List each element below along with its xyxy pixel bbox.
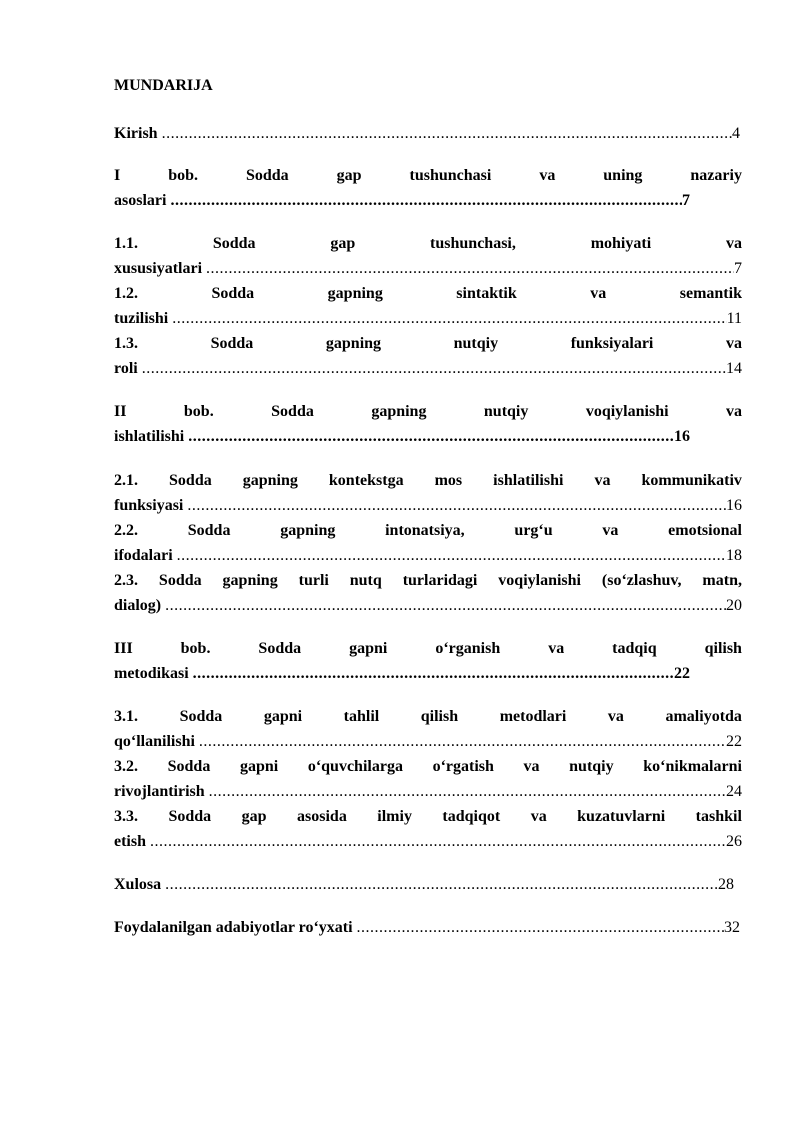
- toc-entry-word: mohiyati: [590, 235, 652, 252]
- toc-entry-word: (so‘zlashuv,: [601, 572, 682, 589]
- toc-leader-dots: [142, 356, 726, 381]
- toc-entry-label: Kirish: [114, 125, 158, 142]
- toc-leader-dots: [150, 829, 726, 854]
- toc-entry[interactable]: [114, 468, 742, 518]
- toc-page-number: 7: [734, 260, 742, 277]
- toc-leader-dots: [188, 424, 674, 449]
- toc-entry-word: 3.2.: [114, 758, 138, 775]
- toc-entry-label: Xulosa: [114, 876, 162, 893]
- toc-page-number: 14: [726, 360, 742, 377]
- toc-entry-label: funksiyasi: [114, 497, 184, 514]
- toc-leader-dots: [165, 872, 718, 897]
- toc-entry-word: Sodda: [187, 522, 231, 539]
- toc-entry-word: va: [530, 808, 547, 825]
- toc-entry-word: matn,: [702, 572, 742, 589]
- toc-entry-word: 1.1.: [114, 235, 138, 252]
- toc-entry-word: Sodda: [245, 167, 289, 184]
- toc-entry-word: gapning: [371, 403, 427, 420]
- toc-entry-word: kommunikativ: [641, 472, 742, 489]
- toc-entry-word: bob.: [183, 403, 214, 420]
- toc-entry-word: Sodda: [271, 403, 314, 420]
- toc-leader-dots: [162, 121, 732, 146]
- toc-entry-word: Sodda: [212, 235, 256, 252]
- toc-entry-label: roli: [114, 360, 138, 377]
- toc-entry-word: gap: [336, 167, 362, 184]
- toc-leader-dots: [187, 493, 726, 518]
- toc-entry-heading: [114, 468, 742, 493]
- toc-page-number: 16: [726, 497, 742, 514]
- toc-entry-label: xususiyatlari: [114, 260, 203, 277]
- toc-entry-word: o‘rgatish: [432, 758, 494, 775]
- toc-leader-dots: [170, 188, 682, 213]
- toc-entry-word: bob.: [180, 640, 211, 657]
- toc-entry-word: va: [725, 235, 742, 252]
- toc-entry[interactable]: [114, 704, 742, 754]
- toc-entry-word: 2.1.: [114, 472, 138, 489]
- toc-entry-word: nutqiy: [453, 335, 499, 352]
- toc-entry-word: gapni: [263, 708, 303, 725]
- toc-entry-word: gapni: [239, 758, 279, 775]
- toc-entry-heading: [114, 518, 742, 543]
- toc-entry-word: Sodda: [210, 335, 254, 352]
- toc-entry-word: ishlatilishi: [493, 472, 564, 489]
- toc-leader-dots: [177, 543, 726, 568]
- toc-entry-heading: [114, 804, 742, 829]
- toc-entry[interactable]: [114, 636, 742, 686]
- toc-entry-word: tahlil: [343, 708, 380, 725]
- toc-entry-label: Foydalanilgan adabiyotlar ro‘yxati: [114, 919, 353, 936]
- toc-entry-word: voqiylanishi: [498, 572, 581, 589]
- toc-entry-word: 1.2.: [114, 285, 138, 302]
- toc-entry-heading: [114, 704, 742, 729]
- toc-entry-word: va: [594, 472, 611, 489]
- toc-entry-word: bob.: [168, 167, 198, 184]
- toc-entry-word: nutqiy: [483, 403, 529, 420]
- toc-entry-word: tushunchasi: [409, 167, 492, 184]
- toc-entry-word: va: [539, 167, 556, 184]
- toc-page-number: 4: [732, 125, 740, 142]
- toc-entry-word: mos: [434, 472, 463, 489]
- toc-entry-word: nutq: [349, 572, 382, 589]
- toc-entry-label: tuzilishi: [114, 310, 169, 327]
- toc-entry-word: gapni: [349, 640, 388, 657]
- toc-page-number: 26: [726, 833, 742, 850]
- toc-entry-word: tadqiqot: [442, 808, 501, 825]
- toc-entry-word: 3.3.: [114, 808, 138, 825]
- toc-entry-label: metodikasi: [114, 665, 189, 682]
- toc-entry-label: ishlatilishi: [114, 428, 185, 445]
- toc-entry[interactable]: [114, 163, 742, 213]
- toc-entry-label: qo‘llanilishi: [114, 733, 195, 750]
- toc-entry-word: va: [523, 758, 540, 775]
- toc-entry-heading: [114, 568, 742, 593]
- toc-entry-word: sintaktik: [456, 285, 517, 302]
- toc-entry-word: va: [725, 403, 742, 420]
- toc-entry-word: 3.1.: [114, 708, 138, 725]
- toc-entry-word: ko‘nikmalarni: [643, 758, 742, 775]
- toc-entry-word: turlaridagi: [402, 572, 478, 589]
- toc-entry-heading: [114, 399, 742, 424]
- toc-entry-word: semantik: [679, 285, 742, 302]
- toc-entry-word: urg‘u: [514, 522, 553, 539]
- toc-entry[interactable]: [114, 872, 742, 897]
- toc-entry-word: gapning: [242, 472, 298, 489]
- toc-leader-dots: [199, 729, 726, 754]
- toc-entry[interactable]: [114, 915, 742, 940]
- toc-entry-word: II: [114, 403, 127, 420]
- toc-entry-label: dialog): [114, 597, 162, 614]
- toc-entry-word: va: [548, 640, 565, 657]
- toc-entry-word: nutqiy: [569, 758, 614, 775]
- toc-entry-heading: [114, 281, 742, 306]
- toc-entry-word: kuzatuvlarni: [577, 808, 666, 825]
- toc-entry-word: emotsional: [668, 522, 742, 539]
- toc-entry[interactable]: [114, 568, 742, 618]
- toc-entry-word: Sodda: [169, 472, 212, 489]
- toc-entry-word: 2.3.: [114, 572, 138, 589]
- toc-entry-word: gapning: [222, 572, 278, 589]
- toc-entry-word: o‘rganish: [435, 640, 501, 657]
- toc-leader-dots: [209, 779, 726, 804]
- toc-page-number: 22: [726, 733, 742, 750]
- toc-entry-word: Sodda: [168, 808, 212, 825]
- toc-entry-heading: [114, 754, 742, 779]
- toc-entry-word: tashkil: [695, 808, 742, 825]
- toc-entry-word: Sodda: [179, 708, 223, 725]
- toc-entry-word: amaliyotda: [665, 708, 742, 725]
- toc-entry-word: gapning: [280, 522, 336, 539]
- toc-entry-word: va: [590, 285, 607, 302]
- toc-entry-label: asoslari: [114, 192, 167, 209]
- toc-page-number: 18: [726, 547, 742, 564]
- toc-entry-word: qilish: [704, 640, 742, 657]
- toc-entry-word: gap: [241, 808, 267, 825]
- toc-entry-word: 1.3.: [114, 335, 138, 352]
- toc-entry-word: Sodda: [258, 640, 302, 657]
- toc-entry[interactable]: [114, 121, 742, 146]
- toc-entry-heading: [114, 331, 742, 356]
- toc-entry[interactable]: [114, 399, 742, 449]
- toc-page-number: 22: [674, 665, 690, 682]
- toc-entry-word: gapning: [327, 285, 383, 302]
- toc-entry-word: va: [607, 708, 624, 725]
- toc-entry[interactable]: [114, 281, 742, 331]
- toc-page-number: 24: [726, 783, 742, 800]
- toc-entry-label: rivojlantirish: [114, 783, 205, 800]
- toc-entry-word: Sodda: [167, 758, 211, 775]
- toc-page-number: 32: [724, 919, 740, 936]
- toc-entry-word: 2.2.: [114, 522, 138, 539]
- toc-entry-word: Sodda: [211, 285, 255, 302]
- toc-leader-dots: [193, 661, 674, 686]
- toc-entry-word: intonatsiya,: [385, 522, 465, 539]
- toc-page-number: 7: [682, 192, 690, 209]
- toc-leader-dots: [357, 915, 724, 940]
- toc-entry-word: gapning: [325, 335, 382, 352]
- toc-entry-heading: [114, 231, 742, 256]
- toc-entry-word: I: [114, 167, 121, 184]
- toc-entry[interactable]: [114, 231, 742, 281]
- toc-entry-heading: [114, 636, 742, 661]
- toc-entry[interactable]: [114, 518, 742, 568]
- toc-entry-word: va: [602, 522, 619, 539]
- toc-entry-word: tadqiq: [612, 640, 657, 657]
- toc-entry[interactable]: [114, 331, 742, 381]
- toc-entry-word: Sodda: [158, 572, 202, 589]
- page-title: MUNDARIJA: [114, 77, 213, 94]
- toc-entry-word: o‘quvchilarga: [307, 758, 403, 775]
- toc-entry[interactable]: [114, 804, 742, 854]
- toc-entry-word: kontekstga: [328, 472, 404, 489]
- toc-entry-word: uning: [603, 167, 643, 184]
- toc-entry[interactable]: [114, 754, 742, 804]
- toc-page-number: 20: [726, 597, 742, 614]
- toc-entry-word: III: [114, 640, 133, 657]
- toc-entry-label: ifodalari: [114, 547, 173, 564]
- toc-entry-label: etish: [114, 833, 146, 850]
- toc-entry-word: voqiylanishi: [585, 403, 669, 420]
- toc-page-number: 16: [674, 428, 690, 445]
- toc-entry-heading: [114, 163, 742, 188]
- toc-entry-word: ilmiy: [377, 808, 412, 825]
- toc-page-number: 11: [726, 310, 742, 327]
- toc-entry-word: asosida: [297, 808, 347, 825]
- toc-entry-word: va: [725, 335, 742, 352]
- toc-entry-word: nazariy: [690, 167, 742, 184]
- toc-entry-word: metodlari: [499, 708, 567, 725]
- toc-entry-word: tushunchasi,: [430, 235, 516, 252]
- toc-leader-dots: [165, 593, 726, 618]
- toc-page-number: 28: [718, 876, 734, 893]
- toc-entry-word: turli: [298, 572, 329, 589]
- toc-leader-dots: [206, 256, 734, 281]
- toc-entry-word: qilish: [420, 708, 459, 725]
- toc-entry-word: funksiyalari: [570, 335, 654, 352]
- toc-entry-word: gap: [330, 235, 356, 252]
- toc-leader-dots: [172, 306, 726, 331]
